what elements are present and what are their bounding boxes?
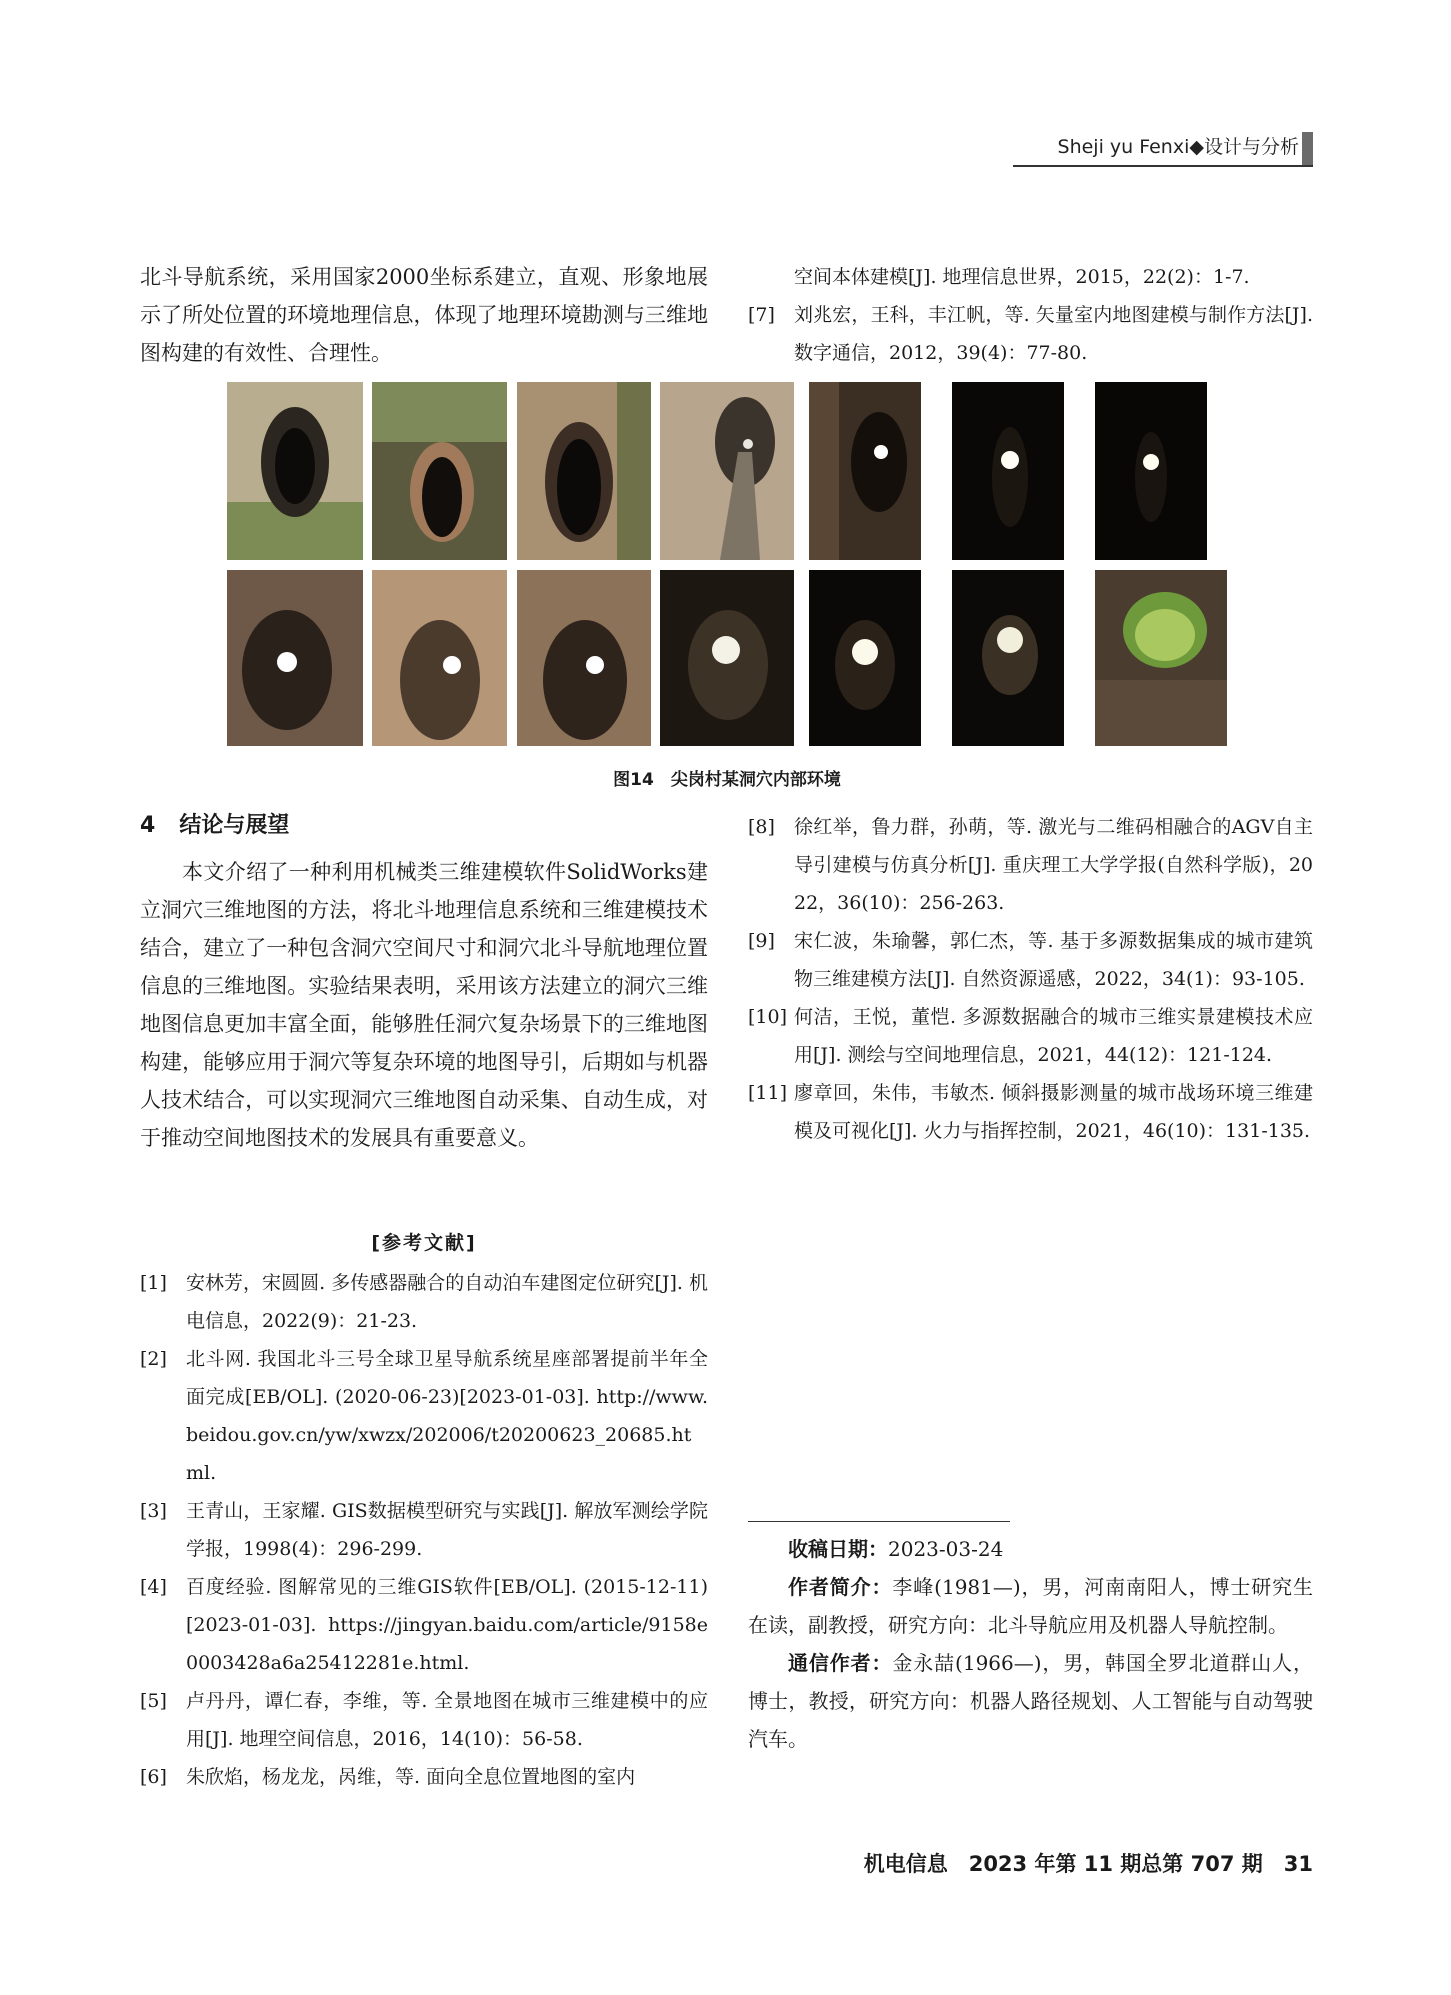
author-label: 作者简介：: [788, 1575, 893, 1599]
reference-number: [10]: [748, 1006, 788, 1028]
reference-number: [6]: [140, 1766, 167, 1788]
reference-item: [140, 1492, 708, 1568]
cave-photo: [517, 382, 651, 560]
reference-number: [3]: [140, 1500, 167, 1522]
reference-number: [748, 258, 794, 296]
reference-item: [748, 998, 1313, 1074]
author-value: 李峰(1981—)，男，河南南阳人，博士研究生在读，副教授，研究方向：北斗导航应用及机器人导航控制。: [748, 1575, 1313, 1637]
intro-paragraph: 北斗导航系统，采用国家2000坐标系建立，直观、形象地展示了所处位置的环境地理信息，体现了地理环境勘测与三维地图构建的有效性、合理性。: [140, 265, 708, 365]
reference-number: [7]: [748, 304, 775, 326]
reference-text: 刘兆宏，王科，丰江帆，等. 矢量室内地图建模与制作方法[J]. 数字通信，2012，39(4)：77-80.: [794, 304, 1313, 364]
references-left: [140, 1264, 708, 1796]
cave-photo: [372, 570, 507, 746]
section-number: 4: [140, 813, 156, 838]
page-footer: 机电信息 2023 年第 11 期总第 707 期 31: [863, 1852, 1313, 1876]
reference-text: 宋仁波，朱瑜馨，郭仁杰，等. 基于多源数据集成的城市建筑物三维建模方法[J]. 自然资源遥感，2022，34(1)：93-105.: [794, 930, 1313, 990]
corresponding-author: [748, 1644, 1313, 1758]
cave-photo: [952, 382, 1064, 560]
reference-text: 北斗网. 我国北斗三号全球卫星导航系统星座部署提前半年全面完成[EB/OL]. (2020-06-23)[2023-01-03]. http://www.beidou.gov.cn/yw/xwzx/202006/t20200623_20685.html.: [186, 1348, 708, 1484]
reference-number: [1]: [140, 1272, 167, 1294]
cave-photo: [227, 570, 363, 746]
cave-photo: [517, 570, 651, 746]
reference-number: [8]: [748, 816, 775, 838]
reference-text: 何洁，王悦，董恺. 多源数据融合的城市三维实景建模技术应用[J]. 测绘与空间地理信息，2021，44(12)：121-124.: [794, 1006, 1313, 1066]
footnote-rule: [748, 1521, 1010, 1522]
header-bar: [1302, 132, 1313, 166]
cave-photo: [227, 382, 363, 560]
reference-number: [2]: [140, 1348, 167, 1370]
reference-number: [4]: [140, 1576, 167, 1598]
reference-text: 廖章回，朱伟，韦敏杰. 倾斜摄影测量的城市战场环境三维建模及可视化[J]. 火力与指挥控制，2021，46(10)：131-135.: [794, 1082, 1313, 1142]
reference-item: [140, 1264, 708, 1340]
cave-photo: [660, 382, 794, 560]
figure-caption: 图14 尖岗村某洞穴内部环境: [613, 770, 841, 790]
reference-text: 王青山，王家耀. GIS数据模型研究与实践[J]. 解放军测绘学院学报，1998(4)：296-299.: [186, 1500, 708, 1560]
reference-item: [748, 922, 1313, 998]
cave-photo: [1095, 382, 1207, 560]
reference-item: [748, 808, 1313, 922]
reference-text: 百度经验. 图解常见的三维GIS软件[EB/OL]. (2015-12-11)[2023-01-03]. https://jingyan.baidu.com/article/9158e0003428a6a25412281e.html.: [186, 1576, 708, 1674]
reference-text: 卢丹丹，谭仁春，李维，等. 全景地图在城市三维建模中的应用[J]. 地理空间信息，2016，14(10)：56-58.: [186, 1690, 708, 1750]
reference-item: [140, 1568, 708, 1682]
conclusion-block: [140, 853, 708, 1157]
references-right: [748, 808, 1313, 1150]
reference-text: 空间本体建模[J]. 地理信息世界，2015，22(2)：1-7.: [794, 266, 1250, 288]
reference-item: [140, 1682, 708, 1758]
figure-photo-grid: [222, 378, 1232, 750]
received-value: 2023-03-24: [888, 1537, 1004, 1561]
reference-text: 朱欣焰，杨龙龙，呙维，等. 面向全息位置地图的室内: [186, 1766, 636, 1788]
section-heading: [140, 808, 289, 839]
reference-item: [140, 1758, 708, 1796]
reference-text: 徐红举，鲁力群，孙萌，等. 激光与二维码相融合的AGV自主导引建模与仿真分析[J]. 重庆理工大学学报(自然科学版)，2022，36(10)：256-263.: [794, 816, 1313, 914]
article-meta: [748, 1530, 1313, 1758]
reference-item: [748, 1074, 1313, 1150]
cave-photo: [809, 382, 921, 560]
left-intro-block: [140, 258, 708, 372]
corresponding-label: 通信作者：: [788, 1651, 893, 1675]
header-rule: [1013, 165, 1313, 167]
received-date: [748, 1530, 1313, 1568]
running-header: Sheji yu Fenxi◆设计与分析: [1057, 136, 1299, 158]
cave-photo: [809, 570, 921, 746]
cave-photo: [660, 570, 794, 746]
corresponding-value: 金永喆(1966—)，男，韩国全罗北道群山人，博士，教授，研究方向：机器人路径规划、人工智能与自动驾驶汽车。: [748, 1651, 1313, 1751]
author-bio: [748, 1568, 1313, 1644]
reference-number: [11]: [748, 1082, 788, 1104]
right-top-references: [748, 258, 1313, 372]
cave-photo: [1095, 570, 1227, 746]
reference-number: [9]: [748, 930, 775, 952]
cave-photo: [952, 570, 1064, 746]
reference-item: [748, 258, 1313, 296]
conclusion-paragraph: 本文介绍了一种利用机械类三维建模软件SolidWorks建立洞穴三维地图的方法，将北斗地理信息系统和三维建模技术结合，建立了一种包含洞穴空间尺寸和洞穴北斗导航地理位置信息的三维地图。实验结果表明，采用该方法建立的洞穴三维地图信息更加丰富全面，能够胜任洞穴复杂场景下的三维地图构建，能够应用于洞穴等复杂环境的地图导引，后期如与机器人技术结合，可以实现洞穴三维地图自动采集、自动生成，对于推动空间地图技术的发展具有重要意义。: [140, 860, 708, 1150]
reference-item: [748, 296, 1313, 372]
received-label: 收稿日期：: [788, 1537, 888, 1561]
reference-number: [5]: [140, 1690, 167, 1712]
section-title: 结论与展望: [179, 813, 290, 838]
reference-text: 安林芳，宋圆圆. 多传感器融合的自动泊车建图定位研究[J]. 机电信息，2022(9)：21-23.: [186, 1272, 708, 1332]
cave-photo: [372, 382, 507, 560]
reference-item: [140, 1340, 708, 1492]
references-title: [参考文献]: [371, 1232, 477, 1254]
